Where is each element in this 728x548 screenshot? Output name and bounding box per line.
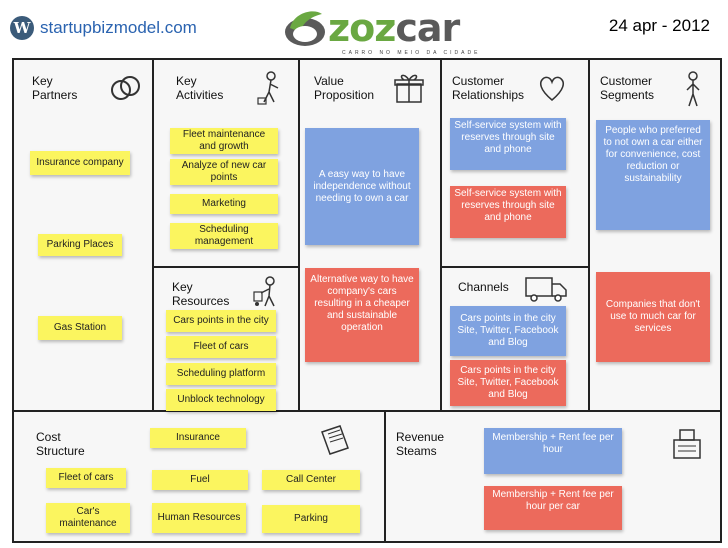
note-fuel-cost: Fuel — [152, 470, 248, 490]
note-parking-places: Parking Places — [38, 234, 122, 256]
note-parking-cost: Parking — [262, 505, 360, 533]
key-partners-title: Key Partners — [32, 74, 78, 102]
note-scheduling-management: Scheduling management — [170, 223, 278, 249]
wordpress-icon: W — [10, 16, 34, 40]
logo-tagline: CARRO NO MEIO DA CIDADE — [342, 50, 481, 56]
customer-relationships-title: Customer Relationships — [452, 74, 525, 102]
channels-title: Channels — [458, 280, 509, 294]
cost-structure-title: Cost Structure — [36, 430, 85, 458]
note-alternative-way-company: Alternative way to have company's cars resulting in a cheaper and sustainable operation — [305, 268, 419, 362]
note-channels-1: Cars points in the city Site, Twitter, Facebook and Blog — [450, 306, 566, 356]
divider — [298, 60, 300, 410]
key-resources-title: Key Resources — [172, 280, 230, 308]
site-link[interactable]: startupbizmodel.com — [40, 18, 197, 37]
worker-icon — [256, 70, 286, 106]
note-scheduling-platform: Scheduling platform — [166, 363, 276, 385]
note-fleet-of-cars-cost: Fleet of cars — [46, 468, 126, 488]
note-fleet-of-cars: Fleet of cars — [166, 336, 276, 358]
note-insurance-company: Insurance company — [30, 151, 130, 175]
delivery-truck-icon — [524, 272, 568, 304]
value-proposition-title: Value Proposition — [314, 74, 375, 102]
note-gas-station: Gas Station — [38, 316, 122, 340]
divider — [14, 410, 720, 412]
date-label: 24 apr - 2012 — [608, 16, 710, 35]
gift-icon — [392, 70, 426, 106]
rings-icon — [108, 72, 144, 104]
note-self-service-1: Self-service system with reserves through site and phone — [450, 118, 566, 170]
note-call-center-cost: Call Center — [262, 470, 360, 490]
logo-wordmark: zozcar — [328, 6, 460, 50]
zazcar-logo — [282, 4, 482, 60]
note-companies-segment: Companies that don't use to much car for services — [596, 272, 710, 362]
note-human-resources-cost: Human Resources — [152, 503, 246, 533]
divider — [440, 266, 590, 268]
note-self-service-2: Self-service system with reserves through site and phone — [450, 186, 566, 238]
revenue-streams-title: Revenue Steams — [396, 430, 445, 458]
key-activities-title: Key Activities — [176, 74, 224, 102]
receipt-icon — [318, 422, 352, 458]
note-people-segment: People who preferred to not own a car either for convenience, cost reduction or sustainability — [596, 120, 710, 230]
divider — [384, 410, 386, 541]
note-fleet-maintenance: Fleet maintenance and growth — [170, 128, 278, 154]
divider — [152, 266, 300, 268]
cash-register-icon — [668, 424, 708, 464]
logo-leaf-icon — [282, 6, 328, 52]
divider — [440, 60, 442, 410]
divider — [152, 60, 154, 410]
note-car-maintenance-cost: Car's maintenance — [46, 503, 130, 533]
site-header — [10, 14, 197, 42]
note-membership-hour: Membership + Rent fee per hour — [484, 428, 622, 474]
heart-icon — [536, 72, 568, 104]
note-marketing: Marketing — [170, 194, 278, 214]
note-analyze-car-points: Analyze of new car points — [170, 159, 278, 185]
note-channels-2: Cars points in the city Site, Twitter, Facebook and Blog — [450, 360, 566, 406]
note-easy-way-independence: A easy way to have independence without needing to own a car — [305, 128, 419, 245]
note-membership-hour-car: Membership + Rent fee per hour per car — [484, 486, 622, 530]
note-cars-points-city: Cars points in the city — [166, 310, 276, 332]
note-insurance-cost: Insurance — [150, 428, 246, 448]
truck-worker-icon — [252, 276, 282, 310]
customer-segments-title: Customer Segments — [600, 74, 655, 102]
note-unblock-technology: Unblock technology — [166, 389, 276, 411]
person-icon — [682, 70, 704, 108]
divider — [588, 60, 590, 410]
